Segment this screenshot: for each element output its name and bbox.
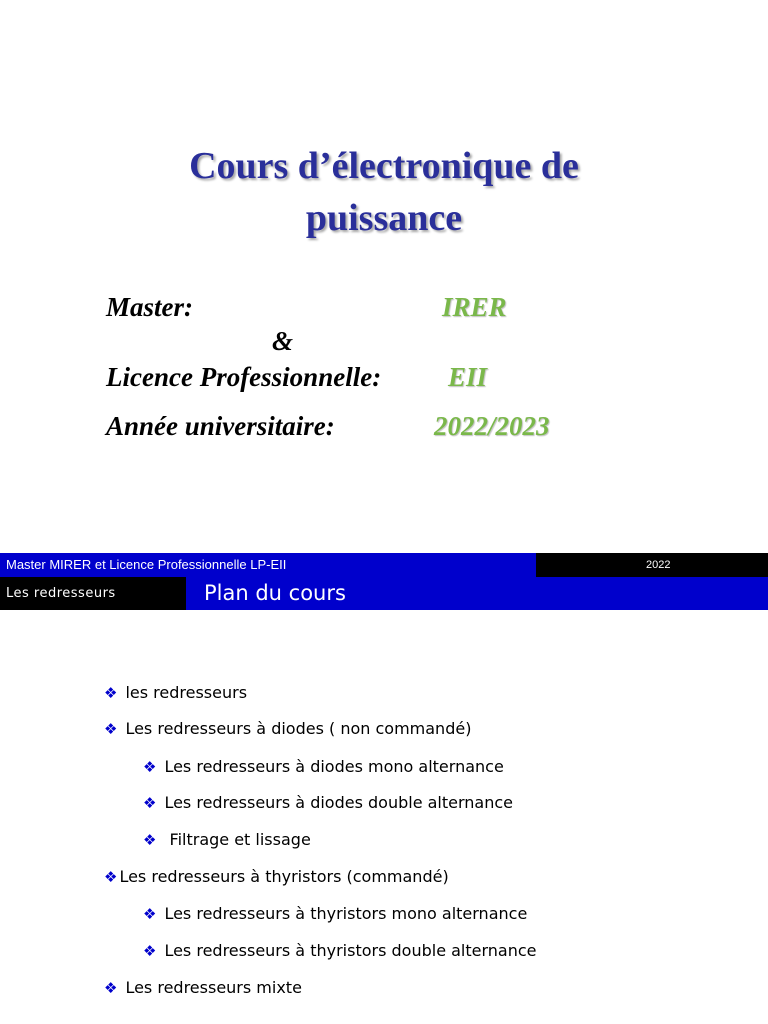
slide-title-box [186, 577, 768, 610]
annee-value: 2022/2023 [434, 411, 550, 441]
diamond-dots-icon: ❖ [143, 831, 157, 849]
diamond-dots-icon: ❖ [143, 905, 157, 923]
diamond-dots-icon: ❖ [104, 868, 118, 886]
list-item: ❖ Les redresseurs à thyristors mono alternance [143, 904, 528, 923]
diamond-dots-icon: ❖ [104, 979, 118, 997]
list-item: ❖ Les redresseurs à thyristors (commandé) [104, 867, 449, 886]
diamond-dots-icon: ❖ [104, 684, 118, 702]
master-value: IRER [442, 292, 507, 322]
licence-label: Licence Professionnelle: [106, 362, 382, 392]
list-item: ❖ les redresseurs [104, 683, 248, 702]
program-name: Master MIRER et Licence Professionnelle LP-EII [6, 557, 287, 572]
slide-title: Plan du cours [204, 581, 346, 605]
list-item: ❖ Les redresseurs à diodes double alternance [143, 793, 514, 812]
list-item: ❖ Les redresseurs à thyristors double alternance [143, 941, 537, 960]
section-label-box [0, 577, 186, 610]
annee-label: Année universitaire: [106, 411, 335, 441]
list-item: ❖ Les redresseurs mixte [104, 978, 302, 997]
list-item: ❖ Les redresseurs à diodes ( non commandé) [104, 719, 472, 738]
licence-value: EII [448, 362, 488, 392]
plan-list [0, 610, 768, 1024]
header-bar [0, 553, 768, 577]
diamond-dots-icon: ❖ [143, 758, 157, 776]
course-title-line1: Cours d’électronique de [189, 145, 579, 187]
course-title [0, 140, 768, 244]
list-item: ❖ Filtrage et lissage [143, 830, 311, 849]
section-label: Les redresseurs [6, 586, 116, 601]
diamond-dots-icon: ❖ [143, 942, 157, 960]
diamond-dots-icon: ❖ [104, 720, 118, 738]
ampersand: & [272, 326, 294, 356]
header-year: 2022 [646, 559, 671, 571]
list-item: ❖ Les redresseurs à diodes mono alternance [143, 757, 504, 776]
course-title-line2: puissance [305, 197, 463, 239]
master-label: Master: [106, 292, 193, 322]
header-year-box [536, 553, 768, 577]
diamond-dots-icon: ❖ [143, 794, 157, 812]
